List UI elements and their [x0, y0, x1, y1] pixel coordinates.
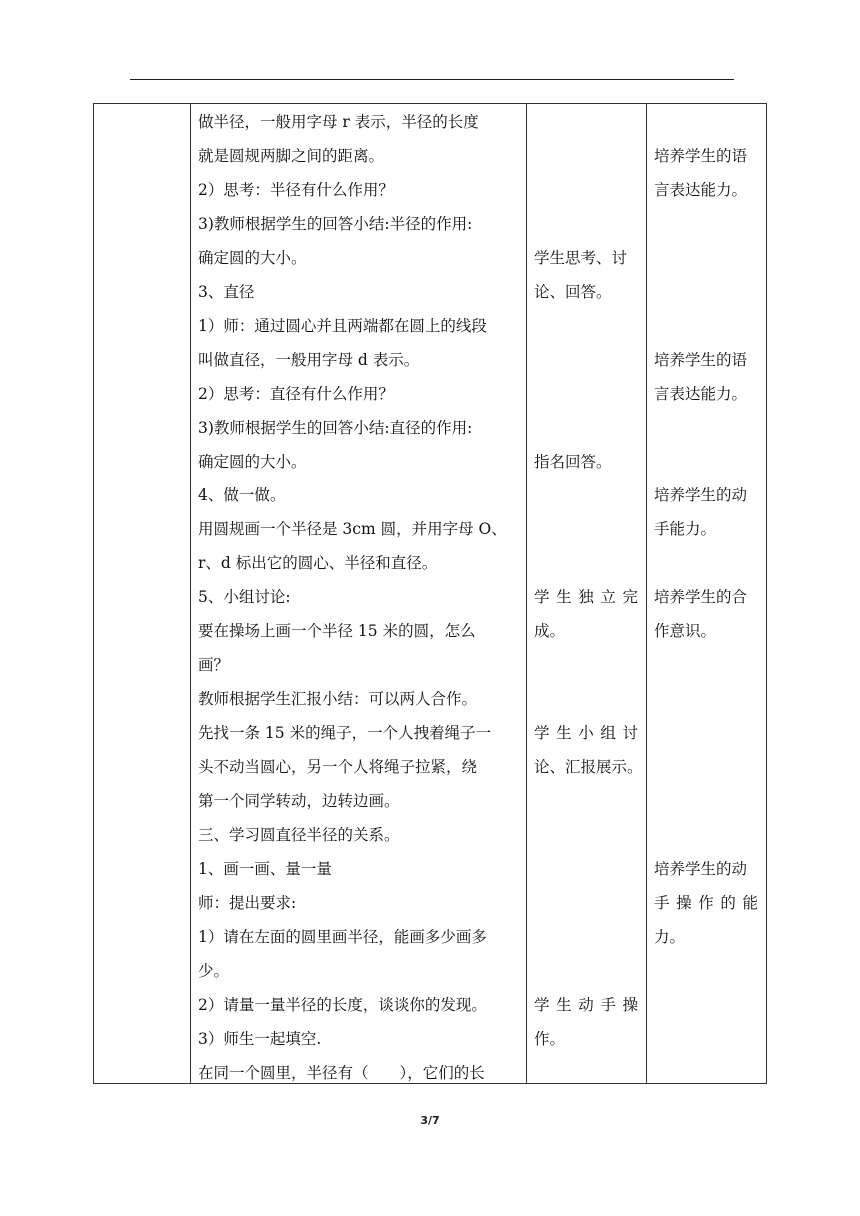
- text-line: 成。: [534, 622, 566, 641]
- text-line: 作意识。: [654, 622, 717, 641]
- text-line: 在同一个圆里，半径有（ ），它们的长: [198, 1063, 485, 1082]
- text-line: 学生思考、讨: [534, 248, 628, 267]
- text-line: 3）师生一起填空.: [198, 1029, 322, 1048]
- lesson-table: [93, 103, 767, 1084]
- text-line: 手 操 作 的 能: [654, 893, 758, 912]
- text-line: 要在操场上画一个半径 15 米的圆，怎么: [198, 622, 476, 641]
- text-line: 3)教师根据学生的回答小结:半径的作用:: [198, 214, 473, 233]
- teaching-process-column: [198, 104, 522, 1083]
- text-line: 培养学生的语: [654, 350, 748, 369]
- text-line: 头不动当圆心，另一个人将绳子拉紧，绕: [198, 758, 478, 777]
- text-line: 2）请量一量半径的长度，谈谈你的发现。: [198, 995, 487, 1014]
- header-rule: [130, 79, 734, 80]
- text-line: 培养学生的动: [654, 859, 748, 878]
- text-line: 第一个同学转动，边转边画。: [198, 792, 400, 810]
- design-intent-column: [654, 104, 758, 1083]
- text-line: 力。: [654, 927, 686, 946]
- student-activity-column: [534, 104, 643, 1083]
- text-line: 确定圆的大小。: [198, 248, 307, 267]
- text-line: 学 生 小 组 讨: [534, 724, 638, 743]
- text-line: 少。: [198, 961, 230, 980]
- text-line: r、d 标出它的圆心、半径和直径。: [198, 554, 438, 573]
- text-line: 3、直径: [198, 282, 255, 301]
- text-line: 先找一条 15 米的绳子，一个人拽着绳子一: [198, 724, 492, 743]
- text-line: 叫做直径，一般用字母 d 表示。: [198, 350, 420, 369]
- text-line: 用圆规画一个半径是 3cm 圆，并用字母 O、: [198, 520, 507, 539]
- text-line: 言表达能力。: [654, 180, 748, 199]
- text-line: 3)教师根据学生的回答小结:直径的作用:: [198, 418, 473, 437]
- text-line: 1）师：通过圆心并且两端都在圆上的线段: [198, 316, 487, 335]
- text-line: 2）思考：半径有什么作用？: [198, 180, 394, 199]
- column-divider: [190, 104, 191, 1083]
- text-line: 就是圆规两脚之间的距离。: [198, 146, 385, 165]
- text-line: 培养学生的动: [654, 486, 748, 505]
- text-line: 论、回答。: [534, 282, 612, 301]
- text-line: 论、汇报展示。: [534, 758, 643, 777]
- text-line: 培养学生的语: [654, 146, 748, 165]
- text-line: 1）请在左面的圆里画半径，能画多少画多: [198, 927, 487, 946]
- text-line: 学 生 独 立 完: [534, 588, 638, 607]
- text-line: 教师根据学生汇报小结：可以两人合作。: [198, 690, 478, 709]
- text-line: 三、学习圆直径半径的关系。: [198, 825, 400, 844]
- text-line: 1、画一画、量一量: [198, 859, 332, 878]
- column-divider: [646, 104, 647, 1083]
- column-divider: [526, 104, 527, 1083]
- text-line: 培养学生的合: [654, 588, 748, 607]
- page-number: 3/7: [420, 1114, 440, 1127]
- text-line: 4、做一做。: [198, 486, 286, 505]
- text-line: 指名回答。: [534, 452, 612, 471]
- text-line: 2）思考：直径有什么作用？: [198, 384, 394, 403]
- text-line: 作。: [534, 1029, 566, 1048]
- text-line: 手能力。: [654, 520, 717, 539]
- text-line: 确定圆的大小。: [198, 452, 307, 471]
- text-line: 言表达能力。: [654, 384, 748, 403]
- text-line: 5、小组讨论:: [198, 588, 291, 607]
- text-line: 师：提出要求:: [198, 893, 297, 912]
- text-line: 画？: [198, 656, 230, 675]
- text-line: 做半径，一般用字母 r 表示，半径的长度: [198, 113, 479, 131]
- text-line: 学 生 动 手 操: [534, 995, 638, 1014]
